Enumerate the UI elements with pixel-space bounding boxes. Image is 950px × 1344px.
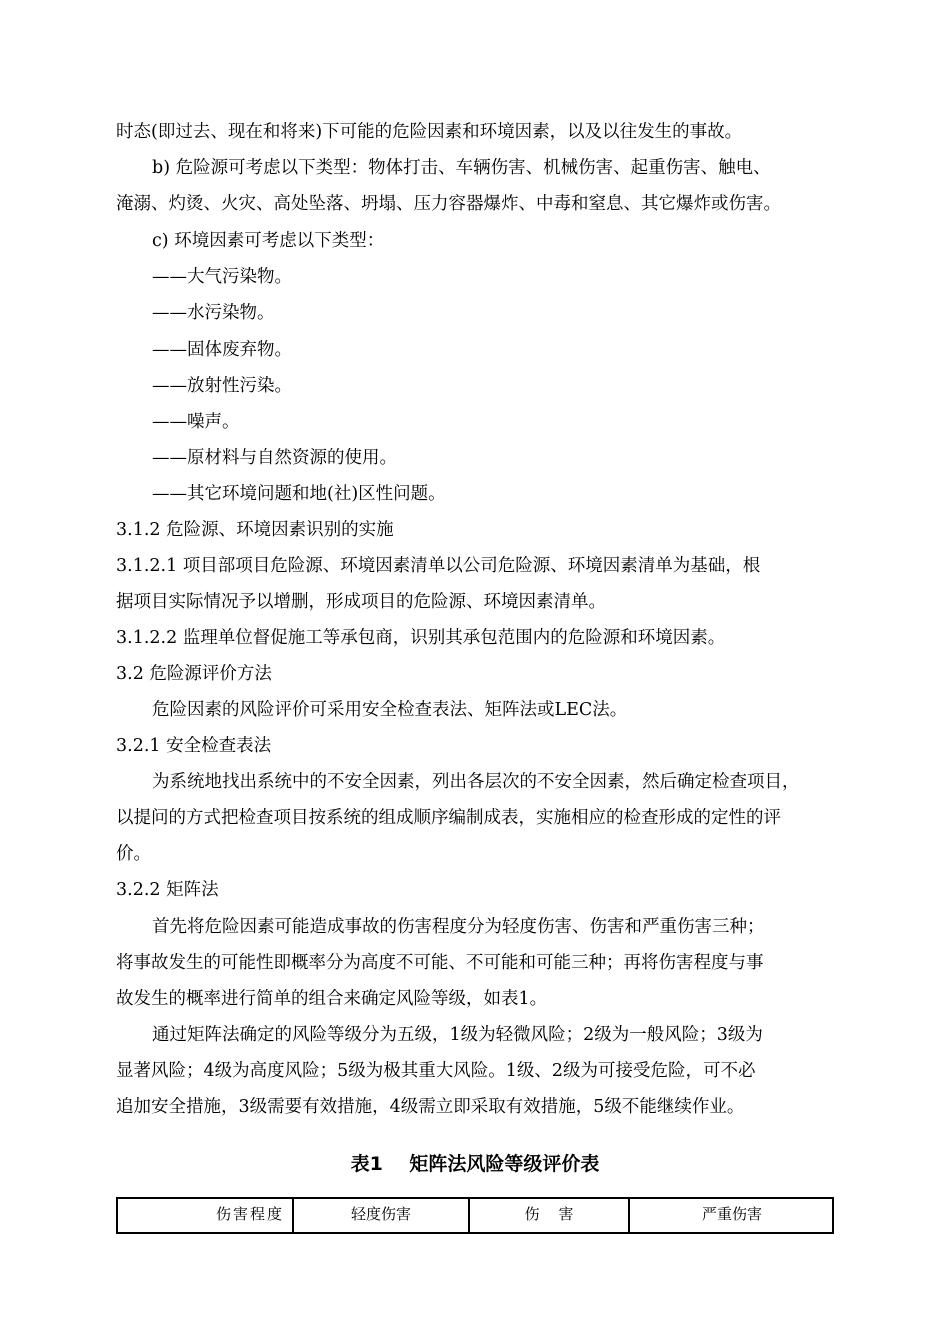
table-header-cell: 伤害程度 <box>215 1205 284 1223</box>
table-caption: 表1 矩阵法风险等级评价表 <box>350 1153 600 1175</box>
paragraph-line: 3.1.2.1 项目部项目危险源、环境因素清单以公司危险源、环境因素清单为基础，根 <box>116 556 761 576</box>
paragraph-line: 据项目实际情况予以增删，形成项目的危险源、环境因素清单。 <box>116 592 606 612</box>
paragraph-line: 危险因素的风险评价可采用安全检查表法、矩阵法或LEC法。 <box>152 700 628 720</box>
table-header-cell: 严重伤害 <box>628 1199 834 1232</box>
paragraph-line: b) 危险源可考虑以下类型：物体打击、车辆伤害、机械伤害、起重伤害、触电、 <box>152 158 771 178</box>
section-heading: 3.1.2 危险源、环境因素识别的实施 <box>116 520 394 540</box>
paragraph-line: 通过矩阵法确定的风险等级分为五级，1级为轻微风险；2级为一般风险；3级为 <box>152 1025 763 1045</box>
paragraph-line: 追加安全措施，3级需要有效措施，4级需立即采取有效措施，5级不能继续作业。 <box>116 1097 745 1117</box>
section-heading: 3.2.2 矩阵法 <box>116 880 219 900</box>
table-header-cell: 伤 害 <box>468 1199 628 1232</box>
list-item: ——噪声。 <box>152 412 240 432</box>
paragraph-line: 故发生的概率进行简单的组合来确定风险等级，如表1。 <box>116 989 548 1009</box>
list-item: ——水污染物。 <box>152 303 275 323</box>
paragraph-line: 为系统地找出系统中的不安全因素，列出各层次的不安全因素，然后确定检查项目， <box>152 772 800 792</box>
paragraph-line: 将事故发生的可能性即概率分为高度不可能、不可能和可能三种；再将伤害程度与事 <box>116 953 764 973</box>
paragraph-line: 显著风险；4级为高度风险；5级为极其重大风险。1级、2级为可接受危险，可不必 <box>116 1061 756 1081</box>
table-header-cell: 轻度伤害 <box>292 1199 468 1232</box>
paragraph-line: 时态(即过去、现在和将来)下可能的危险因素和环境因素，以及以往发生的事故。 <box>116 122 743 142</box>
list-item: ——其它环境问题和地(社)区性问题。 <box>152 484 446 504</box>
risk-matrix-table <box>116 1197 834 1234</box>
list-item: ——原材料与自然资源的使用。 <box>152 448 397 468</box>
paragraph-line: 以提问的方式把检查项目按系统的组成顺序编制成表，实施相应的检查形成的定性的评 <box>116 808 781 828</box>
paragraph-line: 价。 <box>116 844 151 864</box>
paragraph-line: 首先将危险因素可能造成事故的伤害程度分为轻度伤害、伤害和严重伤害三种； <box>152 917 765 937</box>
list-item: ——固体废弃物。 <box>152 340 292 360</box>
list-item: ——大气污染物。 <box>152 267 292 287</box>
paragraph-line: 淹溺、灼烫、火灾、高处坠落、坍塌、压力容器爆炸、中毒和窒息、其它爆炸或伤害。 <box>116 194 781 214</box>
section-heading: 3.2.1 安全检查表法 <box>116 736 272 756</box>
section-heading: 3.2 危险源评价方法 <box>116 664 272 684</box>
paragraph-line: 3.1.2.2 监理单位督促施工等承包商，识别其承包范围内的危险源和环境因素。 <box>116 628 726 648</box>
paragraph-line: c) 环境因素可考虑以下类型： <box>152 231 385 251</box>
list-item: ——放射性污染。 <box>152 376 292 396</box>
